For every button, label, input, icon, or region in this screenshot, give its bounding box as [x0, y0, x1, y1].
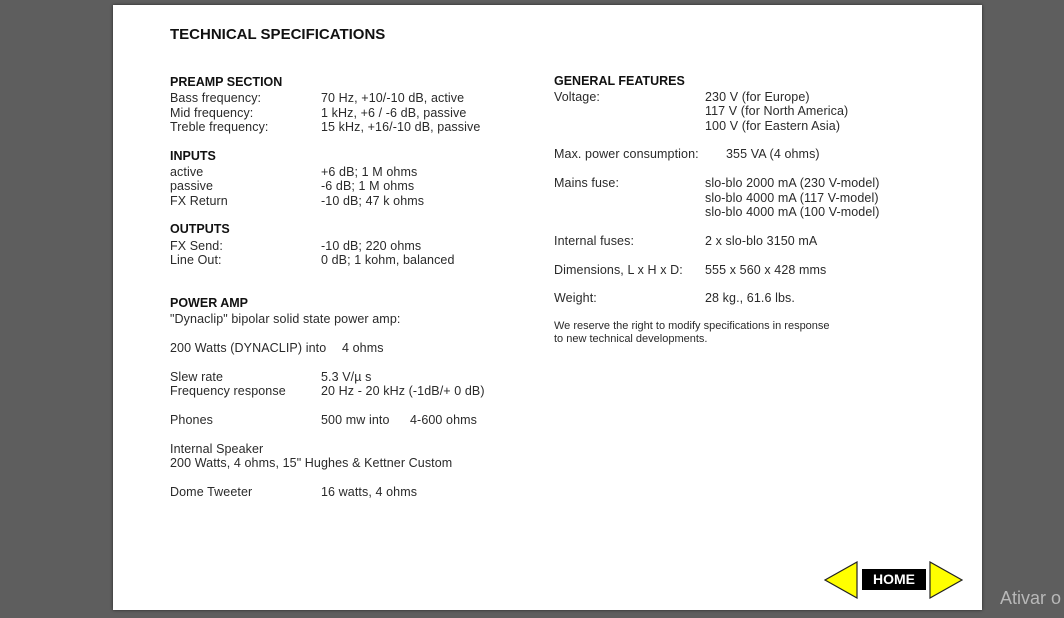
spec-label: active: [170, 165, 204, 179]
preamp-heading: PREAMP SECTION: [170, 75, 283, 89]
spec-value: 1 kHz, +6 / -6 dB, passive: [321, 106, 467, 120]
spec-label: Internal fuses:: [554, 234, 635, 248]
spec-value: 4 ohms: [342, 341, 384, 355]
page-title: TECHNICAL SPECIFICATIONS: [170, 26, 386, 43]
spec-label: Dome Tweeter: [170, 485, 253, 499]
spec-label: Bass frequency:: [170, 91, 262, 105]
spec-label: 200 Watts (DYNACLIP) into: [170, 341, 327, 355]
spec-value: slo-blo 4000 mA (100 V-model): [705, 205, 880, 219]
spec-label: Line Out:: [170, 253, 222, 267]
home-button[interactable]: HOME: [862, 569, 926, 590]
spec-label: Mid frequency:: [170, 106, 254, 120]
spec-label: Weight:: [554, 291, 597, 305]
spec-value: 117 V (for North America): [705, 104, 849, 118]
spec-value: 230 V (for Europe): [705, 90, 810, 104]
spec-value: 2 x slo-blo 3150 mA: [705, 234, 818, 248]
spec-value: 16 watts, 4 ohms: [321, 485, 418, 499]
activation-watermark: Ativar o: [1000, 588, 1062, 608]
spec-value: -6 dB; 1 M ohms: [321, 179, 415, 193]
spec-label: Dimensions, L x H x D:: [554, 263, 683, 277]
spec-value: 200 Watts, 4 ohms, 15" Hughes & Kettner Custom: [170, 456, 453, 470]
document-page: [113, 5, 982, 610]
power-amp-heading: POWER AMP: [170, 296, 249, 310]
spec-label: Phones: [170, 413, 213, 427]
spec-label: Mains fuse:: [554, 176, 620, 190]
spec-value: 555 x 560 x 428 mms: [705, 263, 827, 277]
spec-value: -10 dB; 220 ohms: [321, 239, 422, 253]
spec-value: slo-blo 4000 mA (117 V-model): [705, 191, 879, 205]
spec-value: 28 kg., 61.6 lbs.: [705, 291, 795, 305]
spec-value: 4-600 ohms: [410, 413, 478, 427]
outputs-heading: OUTPUTS: [170, 222, 230, 236]
spec-value: 15 kHz, +16/-10 dB, passive: [321, 120, 481, 134]
spec-value: 100 V (for Eastern Asia): [705, 119, 841, 133]
spec-label: passive: [170, 179, 214, 193]
spec-label: Max. power consumption:: [554, 147, 699, 161]
spec-value: 500 mw into: [321, 413, 390, 427]
spec-label: Voltage:: [554, 90, 600, 104]
spec-value: slo-blo 2000 mA (230 V-model): [705, 176, 880, 190]
spec-value: 355 VA (4 ohms): [726, 147, 820, 161]
general-features-heading: GENERAL FEATURES: [554, 74, 685, 88]
disclaimer-note: to new technical developments.: [554, 333, 708, 345]
spec-value: 20 Hz - 20 kHz (-1dB/+ 0 dB): [321, 384, 485, 398]
spec-label: Treble frequency:: [170, 120, 269, 134]
spec-value: -10 dB; 47 k ohms: [321, 194, 425, 208]
spec-value: +6 dB; 1 M ohms: [321, 165, 418, 179]
previous-arrow-icon[interactable]: [824, 561, 858, 599]
spec-label: FX Return: [170, 194, 228, 208]
spec-label: Internal Speaker: [170, 442, 264, 456]
spec-label: Frequency response: [170, 384, 286, 398]
spec-label: Slew rate: [170, 370, 224, 384]
spec-value: 70 Hz, +10/-10 dB, active: [321, 91, 465, 105]
disclaimer-note: We reserve the right to modify specifications in response: [554, 320, 830, 332]
next-arrow-icon[interactable]: [929, 561, 963, 599]
spec-label: FX Send:: [170, 239, 223, 253]
inputs-heading: INPUTS: [170, 149, 216, 163]
power-amp-description: "Dynaclip" bipolar solid state power amp:: [170, 312, 401, 326]
spec-value: 0 dB; 1 kohm, balanced: [321, 253, 455, 267]
spec-value: 5.3 V/µ s: [321, 370, 372, 384]
